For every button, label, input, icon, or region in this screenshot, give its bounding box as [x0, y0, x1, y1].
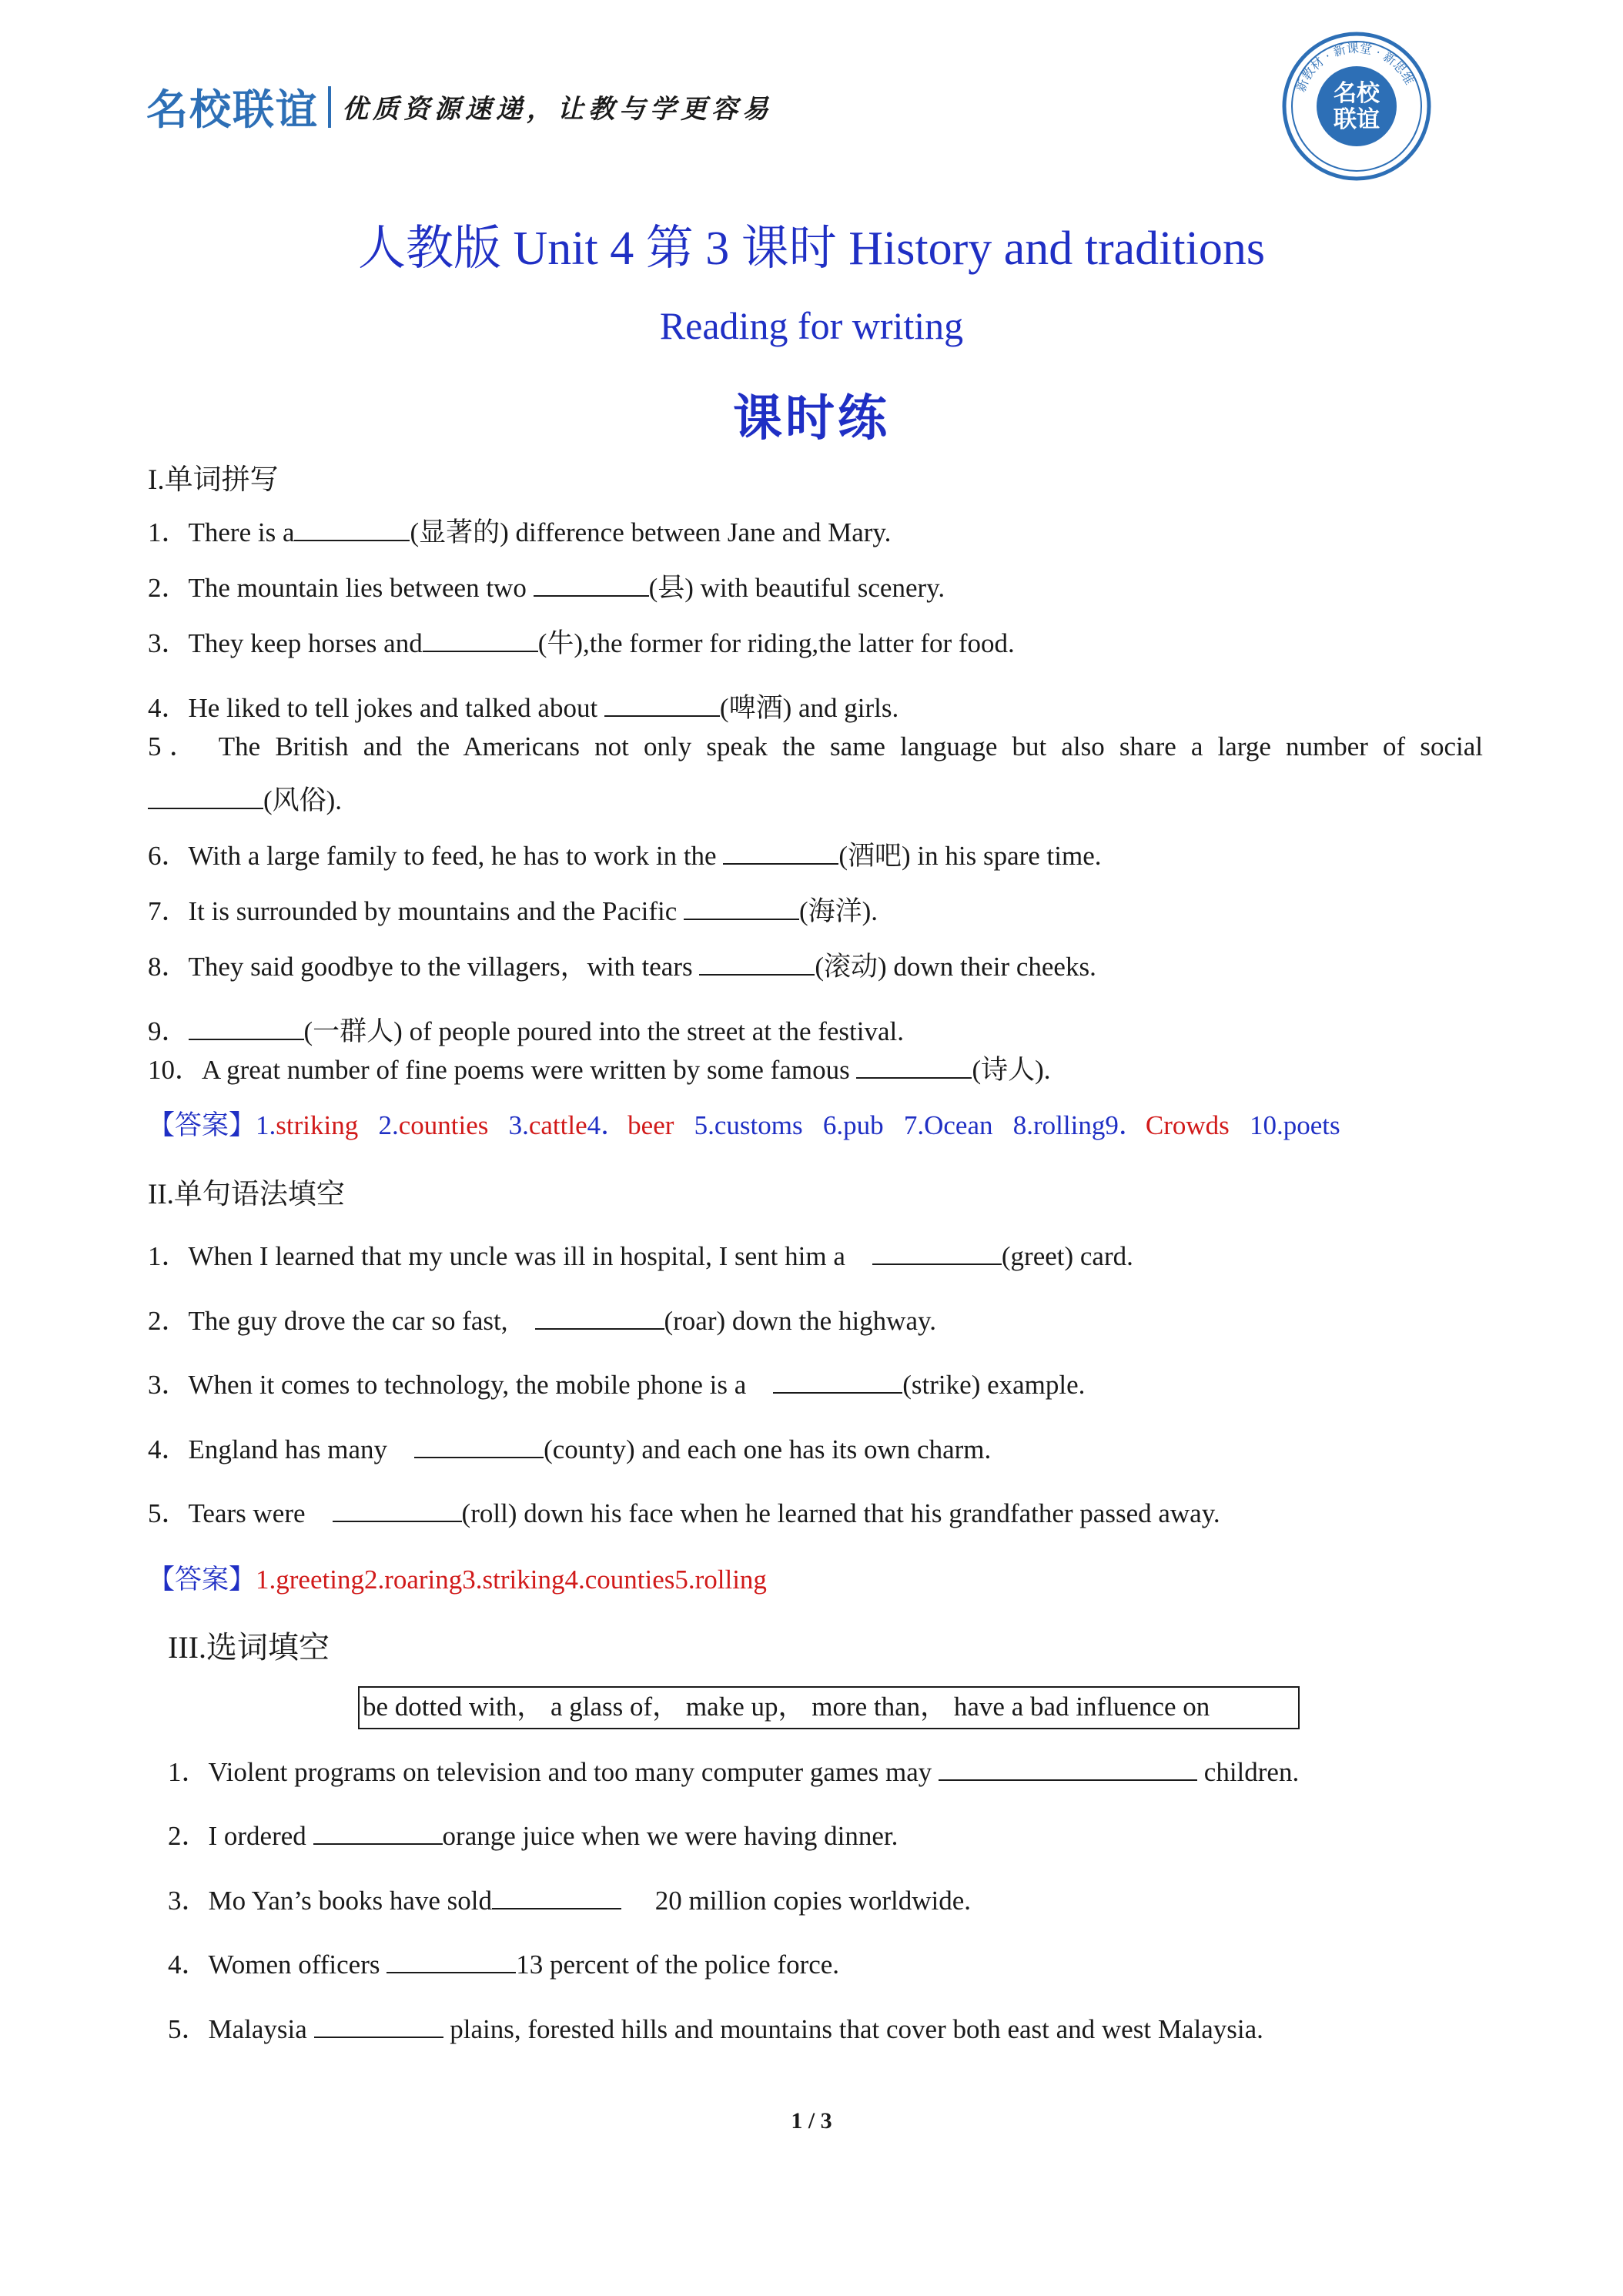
- s1-item-8: 8．They said goodbye to the villagers，with tears (滚动) down their cheeks.: [148, 952, 1096, 982]
- answer-blank[interactable]: [294, 517, 410, 541]
- s2-item-5: 5．Tears were (roll) down his face when he learned that his grandfather passed away.: [148, 1498, 1220, 1528]
- answer-blank[interactable]: [773, 1369, 902, 1394]
- section1-heading: I.单词拼写: [148, 464, 279, 496]
- answer-label: 【答案】: [148, 1110, 256, 1140]
- answer-blank[interactable]: [856, 1054, 972, 1079]
- s1-item-10: 10．A great number of fine poems were written by some famous (诗人).: [148, 1055, 1051, 1085]
- answer-text: 1.greeting2.roaring3.striking4.counties5.rolling: [256, 1565, 767, 1595]
- answer-blank[interactable]: [604, 692, 720, 717]
- school-seal-icon: [1280, 29, 1434, 183]
- answer-label: 【答案】: [148, 1565, 256, 1595]
- s1-item-2: 2．The mountain lies between two (县) with beautiful scenery.: [148, 573, 945, 603]
- answer-blank[interactable]: [148, 785, 263, 809]
- s1-item-5: 5． The British and the Americans not only speak the same language but also share a large number of social: [148, 731, 1483, 761]
- answer-blank[interactable]: [699, 951, 815, 976]
- answer-blank[interactable]: [313, 1820, 443, 1845]
- seal-center-text: 名校: [1334, 80, 1380, 107]
- s2-item-3: 3．When it comes to technology, the mobile phone is a (strike) example.: [148, 1370, 1086, 1400]
- s3-item-5: 5．Malaysia plains, forested hills and mountains that cover both east and west Malaysia.: [168, 2014, 1263, 2044]
- s3-item-4: 4．Women officers 13 percent of the police force.: [168, 1950, 840, 1980]
- s1-item-4: 4．He liked to tell jokes and talked about (啤酒) and girls.: [148, 693, 899, 723]
- s2-item-1: 1．When I learned that my uncle was ill in hospital, I sent him a (greet) card.: [148, 1241, 1133, 1271]
- s1-item-9: 9． (一群人) of people poured into the street at the festival.: [148, 1016, 905, 1046]
- s1-item-7: 7．It is surrounded by mountains and the Pacific (海洋).: [148, 896, 878, 926]
- main-title: 人教版 Unit 4 第 3 课时 History and traditions: [358, 223, 1265, 275]
- answer-blank[interactable]: [414, 1434, 544, 1458]
- brand-header: [146, 77, 773, 136]
- answer-blank[interactable]: [534, 572, 649, 597]
- s3-item-1: 1．Violent programs on television and too many computer games may children.: [168, 1757, 1300, 1787]
- s3-item-2: 2．I ordered orange juice when we were having dinner.: [168, 1821, 899, 1851]
- answer-blank[interactable]: [535, 1305, 664, 1330]
- s2-answer-line: [148, 1558, 767, 1597]
- answer-blank[interactable]: [189, 1016, 304, 1040]
- s2-item-4: 4．England has many (county) and each one has its own charm.: [148, 1434, 992, 1464]
- brand-name: 名校联谊: [146, 85, 319, 134]
- s1-item-3: 3．They keep horses and (牛),the former for riding,the latter for food.: [148, 628, 1015, 658]
- exercise-title: 课时练: [733, 391, 890, 446]
- seal-ring-text: 新教材 · 新课堂 · 新思维: [1293, 40, 1417, 94]
- answer-blank[interactable]: [684, 895, 799, 920]
- brand-divider: [328, 86, 331, 128]
- s1-item-6: 6．With a large family to feed, he has to work in the (酒吧) in his spare time.: [148, 841, 1102, 871]
- s1-item-1: 1．There is a (显著的) difference between Jane and Mary.: [148, 517, 892, 547]
- answer-blank[interactable]: [387, 1949, 516, 1973]
- answer-blank[interactable]: [333, 1498, 462, 1522]
- word-bank-box: be dotted with， a glass of， make up， more than， have a bad influence on: [358, 1686, 1300, 1729]
- s3-item-3: 3．Mo Yan’s books have sold 20 million copies worldwide.: [168, 1886, 971, 1916]
- subtitle: Reading for writing: [659, 304, 964, 347]
- page-number: 1 / 3: [791, 2108, 832, 2134]
- s1-answer-line: 【答案】1.striking 2.counties 3.cattle4．beer 5.customs 6.pub 7.Ocean 8.rolling9．Crowds 10.poets: [148, 1110, 1340, 1140]
- answer-blank[interactable]: [939, 1756, 1197, 1781]
- answer-blank[interactable]: [872, 1240, 1002, 1265]
- s2-item-2: 2．The guy drove the car so fast, (roar) down the highway.: [148, 1306, 936, 1336]
- svg-text:联谊: 联谊: [1334, 106, 1380, 133]
- section3-heading: III.选词填空: [168, 1630, 330, 1665]
- answer-blank[interactable]: [723, 840, 838, 865]
- answer-blank[interactable]: [314, 2013, 443, 2038]
- section2-heading: II.单句语法填空: [148, 1179, 345, 1210]
- s1-item-5-cont: (风俗).: [148, 779, 342, 818]
- brand-slogan: 优质资源速递，让教与学更容易: [342, 94, 773, 125]
- answer-blank[interactable]: [492, 1885, 621, 1909]
- answer-blank[interactable]: [423, 628, 538, 652]
